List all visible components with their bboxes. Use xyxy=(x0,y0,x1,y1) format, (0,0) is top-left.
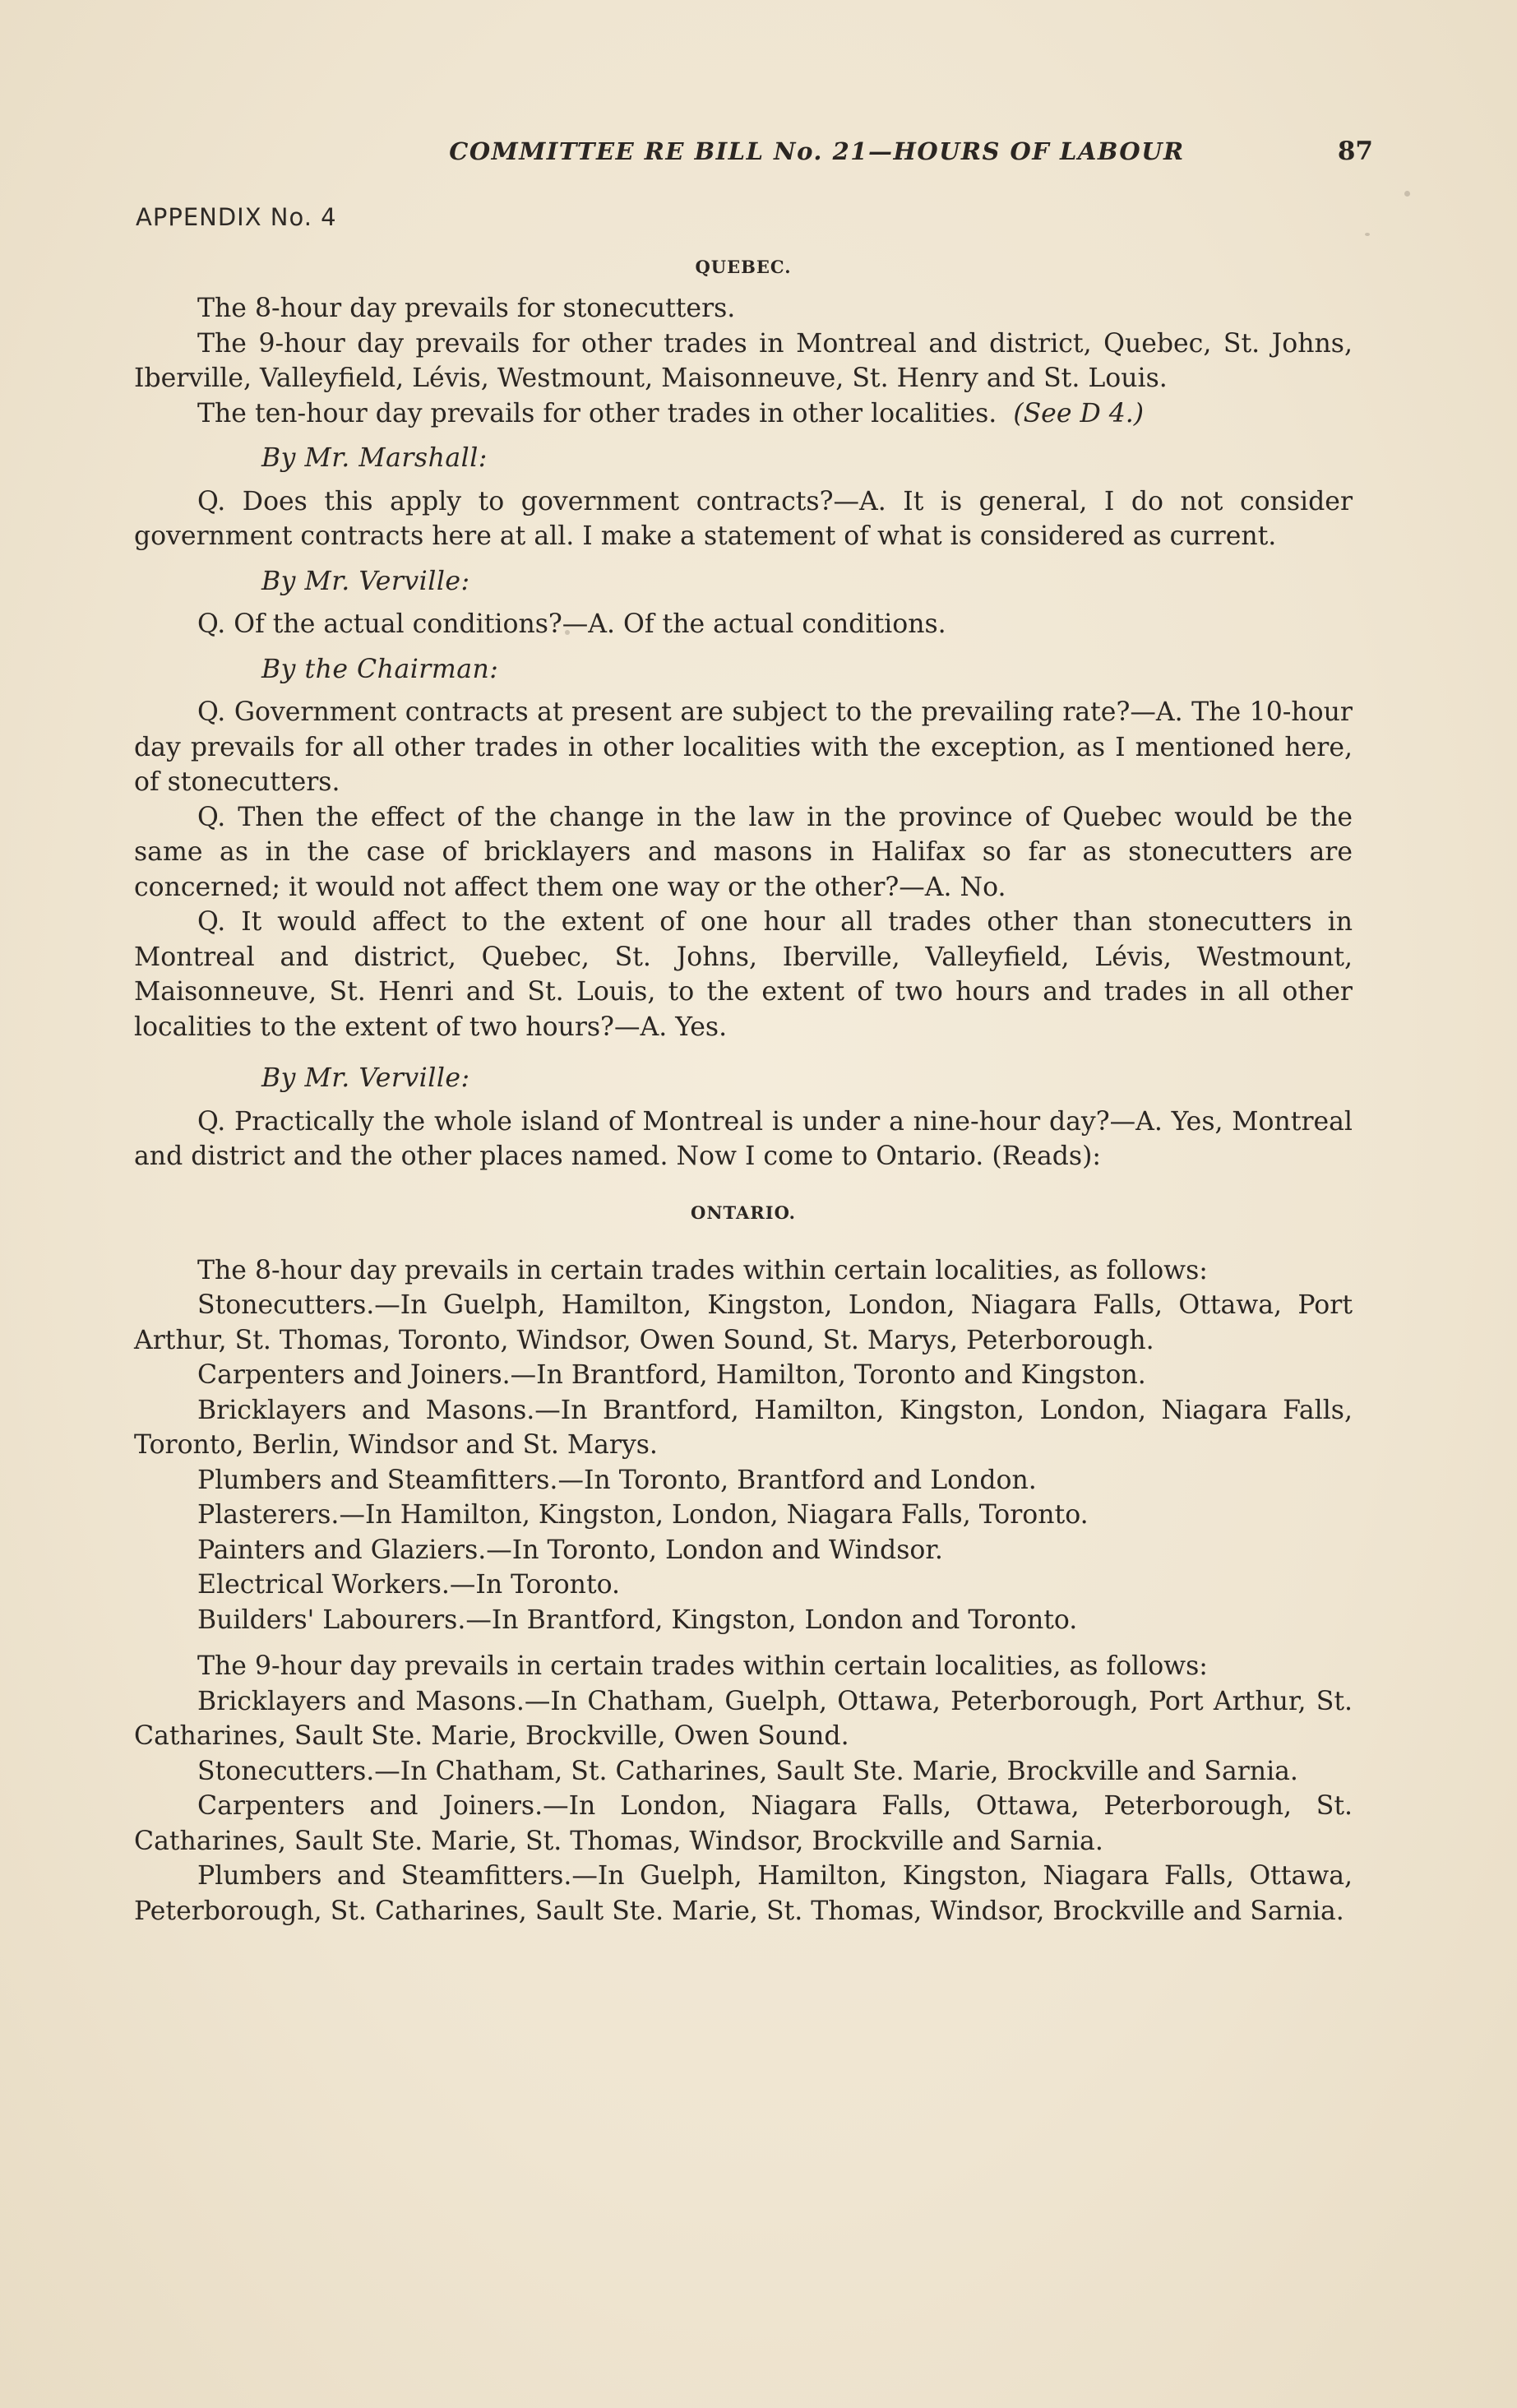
speaker-label: By Mr. Verville: xyxy=(261,1063,470,1093)
cross-reference: (See D 4.) xyxy=(1013,398,1145,428)
trade-entry: Bricklayers and Masons.—In Brantford, Hamilton, Kingston, London, Niagara Falls, Toronto, Berlin, Windsor and St. Marys. xyxy=(134,1395,1353,1460)
paragraph: The 9-hour day prevails for other trades in Montreal and district, Quebec, St. Johns, Iberville, Valleyfield, Lévis, Westmount, Maisonneuve, St. Henry and St. Louis. xyxy=(134,328,1353,393)
trade-entry: Bricklayers and Masons.—In Chatham, Guelph, Ottawa, Peterborough, Port Arthur, St. Catharines, Sault Ste. Marie, Brockville, Owen Sound. xyxy=(134,1686,1353,1751)
trade-entry: Carpenters and Joiners.—In London, Niagara Falls, Ottawa, Peterborough, St. Catharines, Sault Ste. Marie, St. Thomas, Windsor, Brockville and Sarnia. xyxy=(134,1791,1353,1856)
trade-entry: Stonecutters.—In Guelph, Hamilton, Kingston, London, Niagara Falls, Ottawa, Port Arthur, St. Thomas, Toronto, Windsor, Owen Sound, St. Marys, Peterborough. xyxy=(134,1290,1353,1355)
trade-entry: Plasterers.—In Hamilton, Kingston, London, Niagara Falls, Toronto. xyxy=(197,1500,1089,1530)
appendix-label: APPENDIX No. 4 xyxy=(136,203,337,231)
page-number: 87 xyxy=(1337,137,1373,166)
trade-entry: Electrical Workers.—In Toronto. xyxy=(197,1570,621,1600)
speaker-label: By Mr. Marshall: xyxy=(261,443,488,473)
running-head xyxy=(197,137,1373,166)
trade-entry: Carpenters and Joiners.—In Brantford, Hamilton, Toronto and Kingston. xyxy=(197,1360,1146,1390)
question-answer: Q. Practically the whole island of Montreal is under a nine-hour day?—A. Yes, Montreal and district and the other places named. Now I come to Ontario. (Reads): xyxy=(134,1106,1353,1171)
question-answer: Q. Of the actual conditions?—A. Of the actual conditions. xyxy=(197,609,946,639)
section-heading-quebec: QUEBEC. xyxy=(695,257,792,277)
paragraph: The 8-hour day prevails in certain trades within certain localities, as follows: xyxy=(197,1255,1208,1285)
trade-entry: Stonecutters.—In Chatham, St. Catharines, Sault Ste. Marie, Brockville and Sarnia. xyxy=(197,1756,1298,1786)
question-answer: Q. It would affect to the extent of one hour all trades other than stonecutters in Montreal and district, Quebec, St. Johns, Iberville, Valleyfield, Lévis, Westmount, Maisonneuve, St. Henri and St. Louis, to the extent of two hours and trades in all other localities to the extent of two hours?—A. Yes. xyxy=(134,907,1353,1042)
paragraph: The 8-hour day prevails for stonecutters. xyxy=(197,294,736,323)
paragraph-text: The ten-hour day prevails for other trades in other localities. xyxy=(197,398,997,428)
paragraph: The 9-hour day prevails in certain trades within certain localities, as follows: xyxy=(197,1651,1208,1681)
question-answer: Q. Then the effect of the change in the law in the province of Quebec would be the same as in the case of bricklayers and masons in Halifax so far as stonecutters are concerned; it would not affect them one way or the other?—A. No. xyxy=(134,802,1353,902)
trade-entry: Painters and Glaziers.—In Toronto, London and Windsor. xyxy=(197,1535,943,1565)
spacer xyxy=(134,1637,1353,1649)
paper-speck xyxy=(1404,191,1410,197)
document-body xyxy=(134,255,1353,1929)
speaker-label: By the Chairman: xyxy=(261,654,499,684)
trade-entry: Builders' Labourers.—In Brantford, Kingston, London and Toronto. xyxy=(197,1605,1078,1635)
speaker-label: By Mr. Verville: xyxy=(261,566,470,596)
section-heading-ontario: ONTARIO. xyxy=(691,1202,796,1223)
question-answer: Q. Does this apply to government contracts?—A. It is general, I do not consider government contracts here at all. I make a statement of what is considered as current. xyxy=(134,486,1353,551)
trade-entry: Plumbers and Steamfitters.—In Guelph, Hamilton, Kingston, Niagara Falls, Ottawa, Peterborough, St. Catharines, Sault Ste. Marie, St. Thomas, Windsor, Brockville and Sarnia. xyxy=(134,1861,1353,1926)
paragraph xyxy=(134,396,1353,432)
question-answer: Q. Government contracts at present are subject to the prevailing rate?—A. The 10-hour day prevails for all other trades in other localities with the exception, as I mentioned here, of stonecutters. xyxy=(134,697,1353,797)
running-title: COMMITTEE RE BILL No. 21—HOURS OF LABOUR xyxy=(449,137,1185,165)
paper-speck xyxy=(1365,233,1370,236)
trade-entry: Plumbers and Steamfitters.—In Toronto, Brantford and London. xyxy=(197,1465,1037,1495)
